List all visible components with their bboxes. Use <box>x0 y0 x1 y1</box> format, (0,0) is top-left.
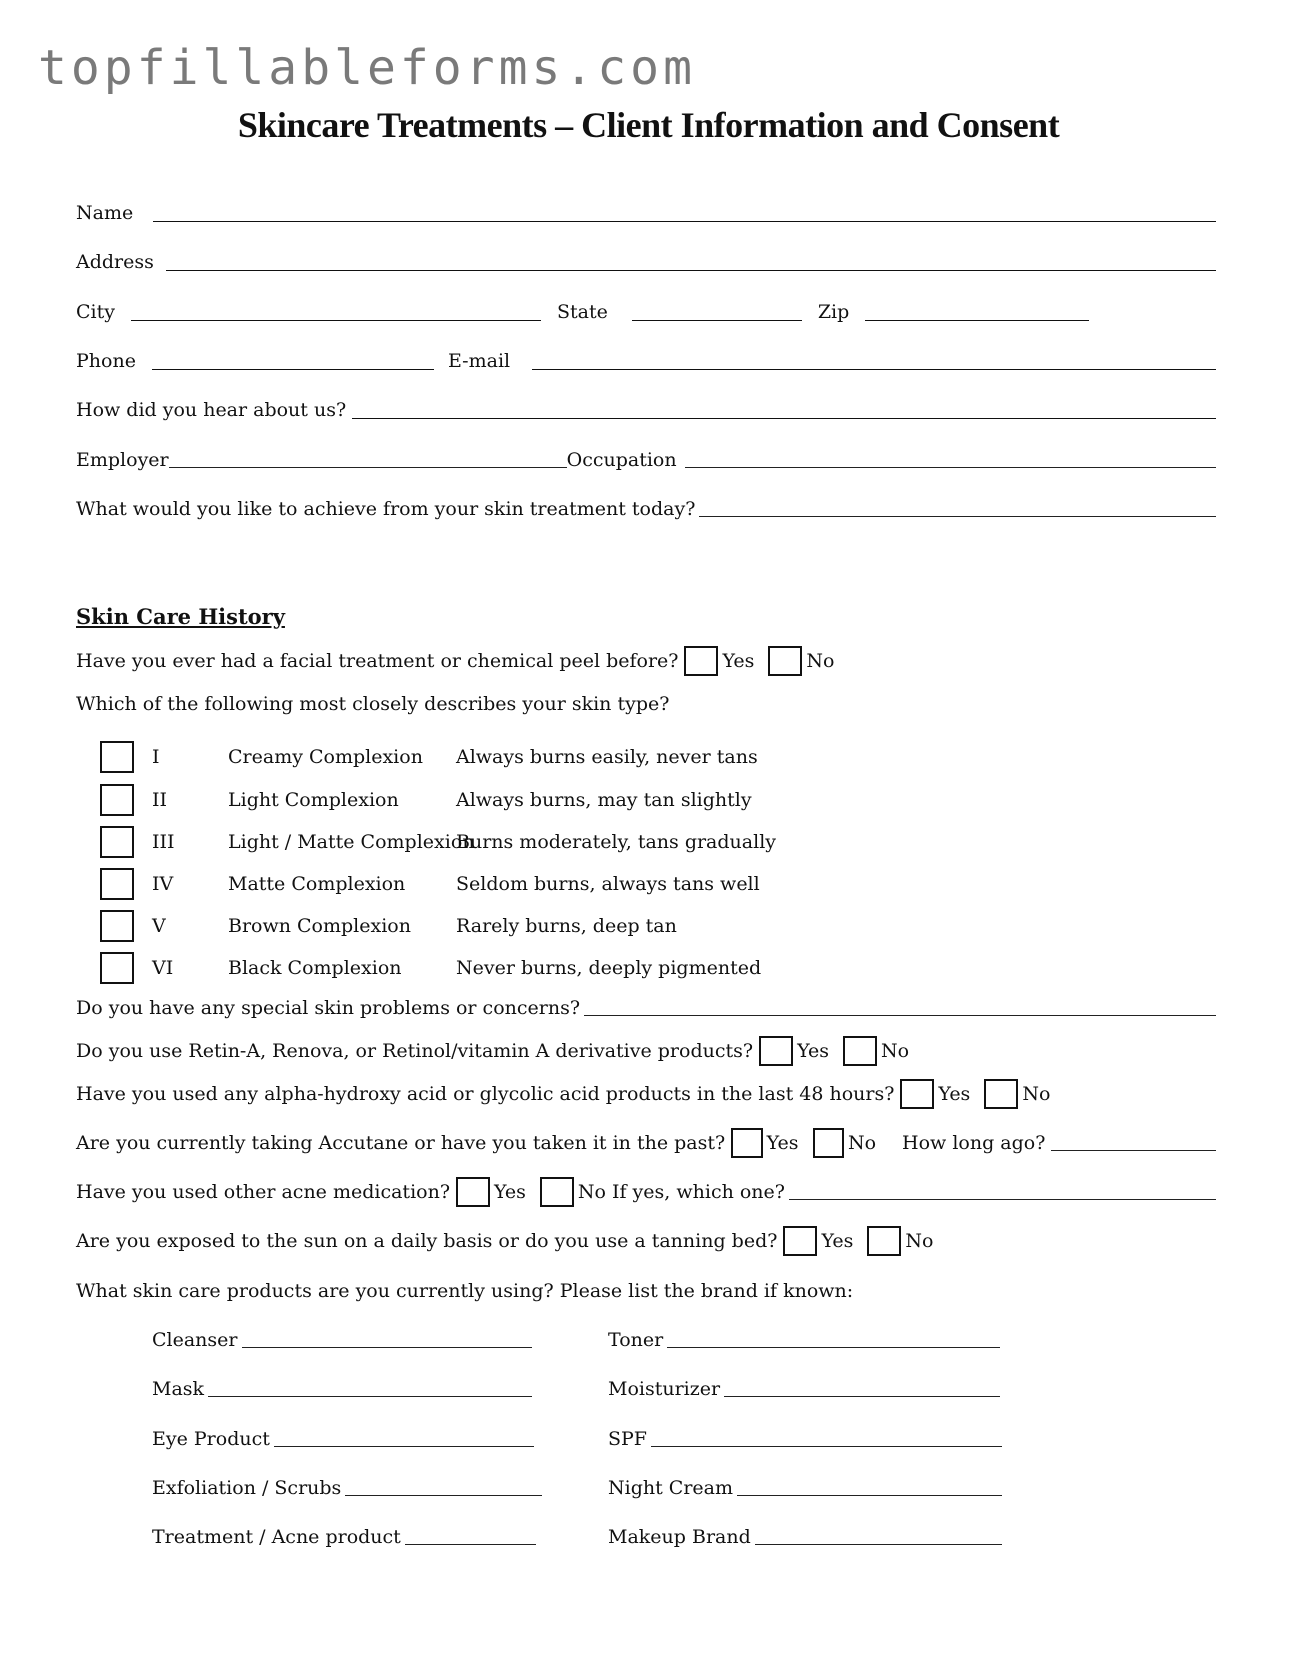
skin-type-num: III <box>152 831 175 853</box>
how-long-label: How long ago? <box>902 1132 1046 1154</box>
retin-no-checkbox[interactable] <box>843 1036 877 1066</box>
makeup-brand-field[interactable] <box>755 1544 1002 1545</box>
occupation-field[interactable] <box>685 467 1216 468</box>
facial-question: Have you ever had a facial treatment or chemical peel before? <box>76 650 679 672</box>
skin-type-num: II <box>152 789 168 811</box>
accutane-no-checkbox[interactable] <box>813 1128 844 1158</box>
aha-no-checkbox[interactable] <box>984 1079 1018 1109</box>
treatment-row <box>152 1520 536 1550</box>
email-field[interactable] <box>532 369 1216 370</box>
accutane-yes-label: Yes <box>766 1132 799 1154</box>
occupation-label: Occupation <box>566 449 677 471</box>
phone-label: Phone <box>76 350 136 372</box>
exfoliation-row <box>152 1471 542 1501</box>
skin-type-desc: Matte Complexion <box>228 873 406 895</box>
treatment-field[interactable] <box>405 1544 536 1545</box>
facial-yes-checkbox[interactable] <box>684 646 718 676</box>
achieve-field[interactable] <box>699 516 1216 517</box>
concerns-row <box>76 991 1216 1021</box>
achieve-row <box>76 492 1216 522</box>
treatment-label: Treatment / Acne product <box>152 1526 401 1548</box>
retin-question: Do you use Retin-A, Renova, or Retinol/vitamin A derivative products? <box>76 1040 754 1062</box>
sun-row <box>76 1224 1216 1254</box>
skin-type-question-row <box>76 687 1216 717</box>
cleanser-field[interactable] <box>242 1347 533 1348</box>
state-field[interactable] <box>632 320 802 321</box>
skin-type-desc: Light / Matte Complexion <box>228 831 475 853</box>
skin-type-desc: Black Complexion <box>228 957 402 979</box>
facial-yes-label: Yes <box>722 650 755 672</box>
accutane-row <box>76 1126 1216 1156</box>
sun-no-checkbox[interactable] <box>867 1226 901 1256</box>
acne-question: Have you used other acne medication? <box>76 1181 451 1203</box>
acne-no-checkbox[interactable] <box>540 1177 574 1207</box>
moisturizer-field[interactable] <box>724 1396 1000 1397</box>
night-cream-field[interactable] <box>737 1495 1002 1496</box>
employer-label: Employer <box>76 449 169 471</box>
employer-field[interactable] <box>169 467 567 468</box>
skin-type-row <box>100 740 758 774</box>
eye-product-field[interactable] <box>274 1446 534 1447</box>
toner-row <box>608 1323 1000 1353</box>
makeup-brand-row <box>608 1520 1002 1550</box>
phone-field[interactable] <box>152 369 434 370</box>
phone-row <box>76 344 1216 374</box>
zip-field[interactable] <box>865 320 1089 321</box>
acne-no-label: No <box>577 1181 606 1203</box>
aha-question: Have you used any alpha-hydroxy acid or glycolic acid products in the last 48 hours? <box>76 1083 895 1105</box>
facial-no-label: No <box>806 650 835 672</box>
retin-row <box>76 1034 1216 1064</box>
skin-type-num: V <box>152 915 166 937</box>
aha-yes-label: Yes <box>938 1083 971 1105</box>
accutane-yes-checkbox[interactable] <box>731 1128 762 1158</box>
skin-type-note: Always burns, may tan slightly <box>456 789 752 811</box>
name-label: Name <box>76 202 134 224</box>
makeup-brand-label: Makeup Brand <box>608 1526 751 1548</box>
acne-yes-label: Yes <box>494 1181 526 1203</box>
skin-type-checkbox[interactable] <box>100 784 134 816</box>
retin-yes-checkbox[interactable] <box>759 1036 793 1066</box>
zip-label: Zip <box>817 301 850 323</box>
city-row <box>76 295 1216 325</box>
skin-type-row <box>100 867 760 901</box>
skin-type-note: Seldom burns, always tans well <box>456 873 760 895</box>
city-field[interactable] <box>131 320 541 321</box>
mask-field[interactable] <box>208 1396 532 1397</box>
skin-type-num: VI <box>152 957 174 979</box>
aha-no-label: No <box>1022 1083 1051 1105</box>
city-label: City <box>76 301 115 323</box>
accutane-question: Are you currently taking Accutane or have you taken it in the past? <box>76 1132 726 1154</box>
skin-type-row <box>100 783 752 817</box>
spf-row <box>608 1422 1002 1452</box>
accutane-no-label: No <box>847 1132 877 1154</box>
concerns-label: Do you have any special skin problems or concerns? <box>76 997 581 1019</box>
skin-type-note: Burns moderately, tans gradually <box>456 831 777 853</box>
acne-which-field[interactable] <box>789 1199 1216 1200</box>
spf-field[interactable] <box>651 1446 1002 1447</box>
exfoliation-label: Exfoliation / Scrubs <box>152 1477 342 1499</box>
concerns-field[interactable] <box>584 1015 1216 1016</box>
hear-row <box>76 393 1216 423</box>
skin-type-row <box>100 909 677 943</box>
products-question-row <box>76 1274 1216 1304</box>
aha-row <box>76 1077 1216 1107</box>
products-question: What skin care products are you currently using? Please list the brand if known: <box>76 1280 854 1302</box>
skin-type-checkbox[interactable] <box>100 826 134 858</box>
toner-field[interactable] <box>667 1347 1000 1348</box>
skin-type-desc: Brown Complexion <box>228 915 411 937</box>
skin-type-num: I <box>152 746 160 768</box>
toner-label: Toner <box>608 1329 664 1351</box>
eye-product-row <box>152 1422 534 1452</box>
skin-type-note: Rarely burns, deep tan <box>456 915 677 937</box>
sun-yes-checkbox[interactable] <box>783 1226 817 1256</box>
exfoliation-field[interactable] <box>345 1495 542 1496</box>
spf-label: SPF <box>608 1428 647 1450</box>
hear-about-label: How did you hear about us? <box>76 399 347 421</box>
skin-type-num: IV <box>152 873 174 895</box>
email-label: E-mail <box>447 350 511 372</box>
skin-type-checkbox[interactable] <box>100 910 134 942</box>
name-row <box>76 196 1216 226</box>
cleanser-row <box>152 1323 532 1353</box>
address-label: Address <box>76 251 154 273</box>
acne-yes-checkbox[interactable] <box>456 1177 490 1207</box>
watermark: topfillableforms.com <box>38 40 696 96</box>
skin-type-row <box>100 825 777 859</box>
skin-type-checkbox[interactable] <box>100 741 134 773</box>
skin-type-desc: Creamy Complexion <box>228 746 423 768</box>
acne-row <box>76 1175 1216 1205</box>
how-long-field[interactable] <box>1051 1150 1216 1151</box>
facial-no-checkbox[interactable] <box>768 646 802 676</box>
skin-type-checkbox[interactable] <box>100 868 134 900</box>
address-row <box>76 245 1216 275</box>
retin-yes-label: Yes <box>797 1040 829 1062</box>
sun-no-label: No <box>905 1230 934 1252</box>
skin-type-desc: Light Complexion <box>228 789 399 811</box>
moisturizer-row <box>608 1372 1000 1402</box>
address-field[interactable] <box>166 270 1216 271</box>
cleanser-label: Cleanser <box>152 1329 238 1351</box>
night-cream-label: Night Cream <box>608 1477 733 1499</box>
form-title: Skincare Treatments – Client Information and Consent <box>237 105 1060 145</box>
skin-type-question: Which of the following most closely describes your skin type? <box>76 693 670 715</box>
aha-yes-checkbox[interactable] <box>900 1079 934 1109</box>
achieve-label: What would you like to achieve from your skin treatment today? <box>76 498 696 520</box>
skin-type-checkbox[interactable] <box>100 952 134 984</box>
skin-type-row <box>100 951 762 985</box>
facial-row <box>76 644 1216 674</box>
sun-yes-label: Yes <box>821 1230 854 1252</box>
retin-no-label: No <box>880 1040 910 1062</box>
moisturizer-label: Moisturizer <box>608 1378 721 1400</box>
eye-product-label: Eye Product <box>152 1428 270 1450</box>
hear-about-field[interactable] <box>352 418 1216 419</box>
if-yes-label: If yes, which one? <box>611 1181 785 1203</box>
skin-type-note: Always burns easily, never tans <box>456 746 758 768</box>
skin-type-note: Never burns, deeply pigmented <box>456 957 762 979</box>
mask-row <box>152 1372 532 1402</box>
night-cream-row <box>608 1471 1002 1501</box>
state-label: State <box>556 301 608 323</box>
employer-row <box>76 443 1216 473</box>
mask-label: Mask <box>152 1378 205 1400</box>
sun-question: Are you exposed to the sun on a daily basis or do you use a tanning bed? <box>76 1230 778 1252</box>
section-title: Skin Care History <box>76 604 285 629</box>
name-field[interactable] <box>153 221 1216 222</box>
